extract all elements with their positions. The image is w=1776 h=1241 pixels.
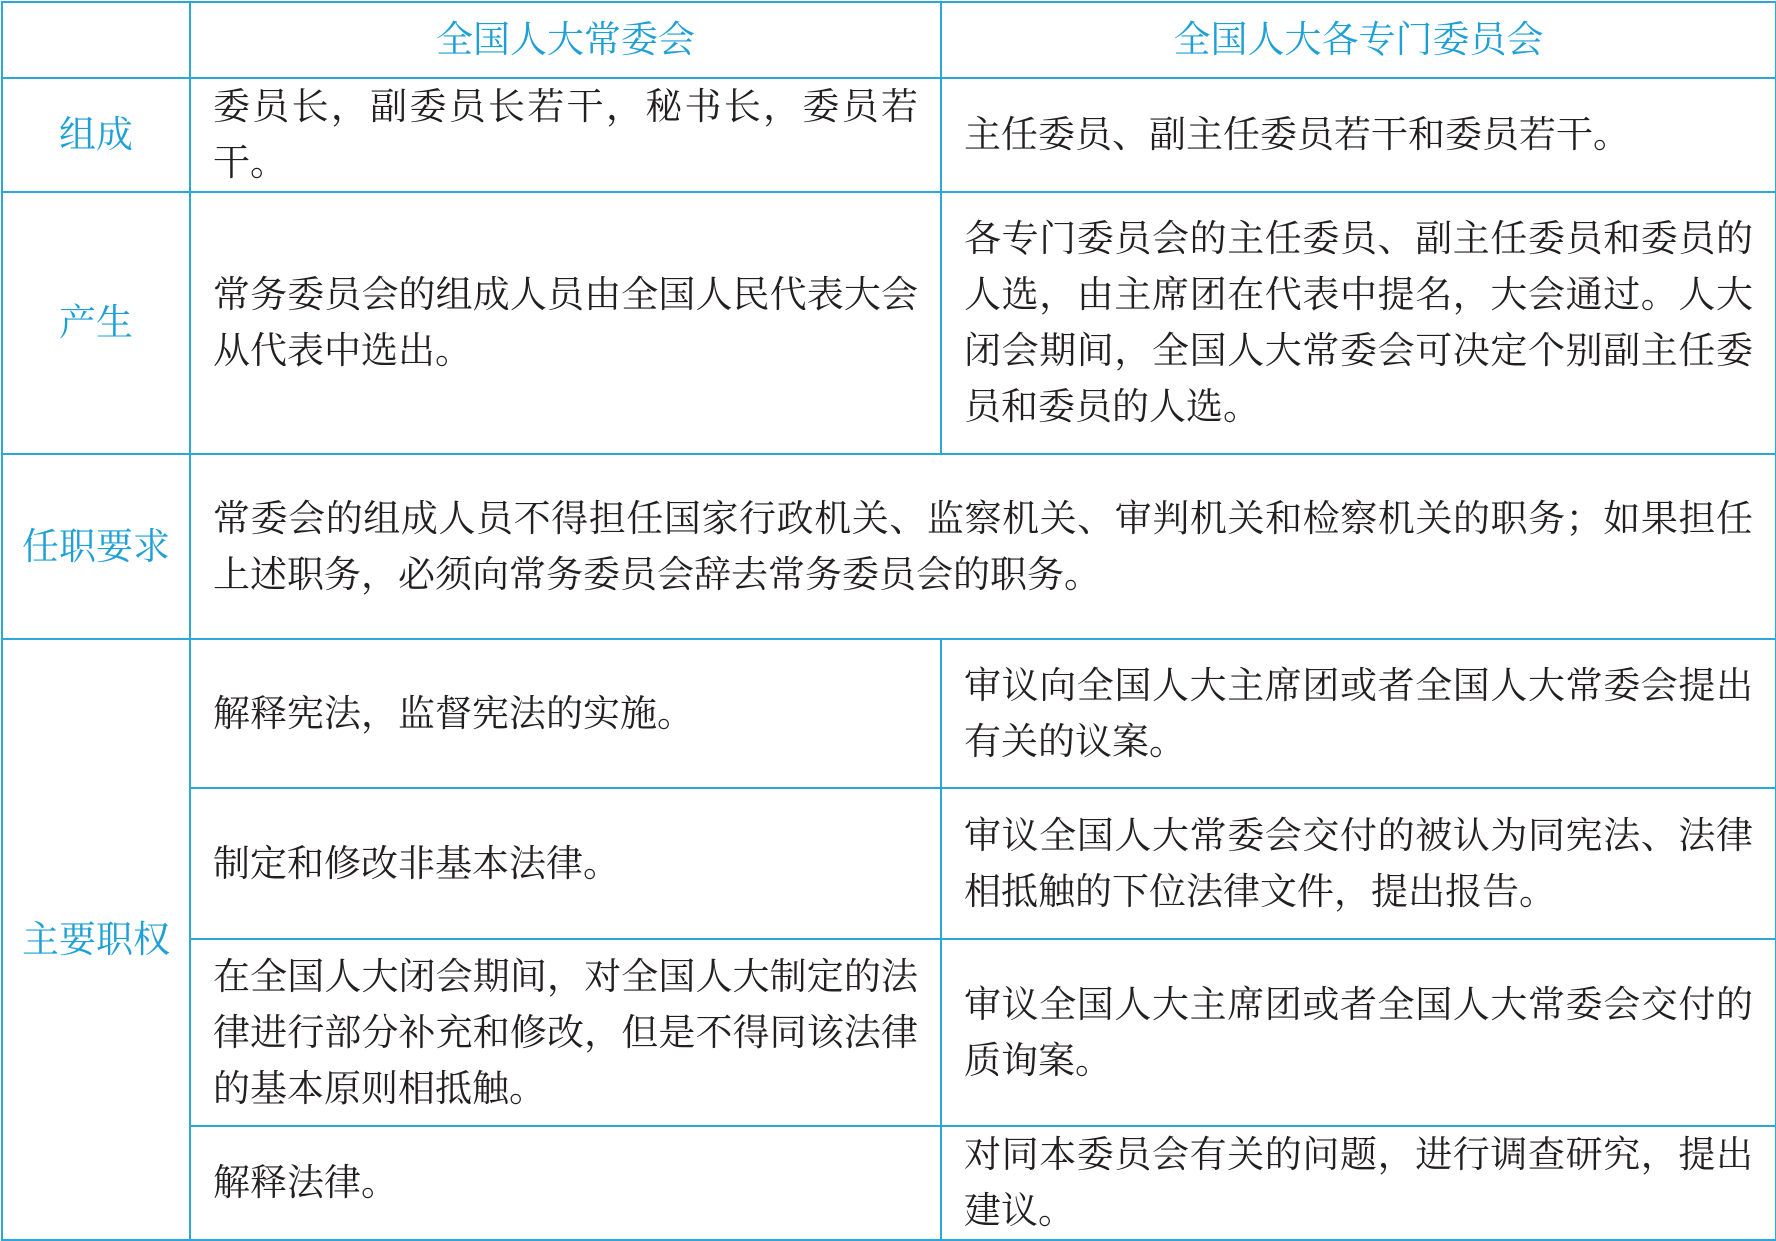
cell-power-special: 审议全国人大主席团或者全国人大常委会交付的质询案。	[941, 939, 1776, 1126]
table-row	[2, 939, 1776, 1126]
row-label-powers: 主要职权	[2, 639, 190, 1240]
corner-cell	[2, 2, 190, 78]
table-row	[2, 788, 1776, 939]
cell-formation-special: 各专门委员会的主任委员、副主任委员和委员的人选，由主席团在代表中提名，大会通过。人大闭会期间，全国人大常委会可决定个别副主任委员和委员的人选。	[941, 192, 1776, 454]
cell-power-standing: 解释法律。	[190, 1126, 941, 1240]
table-row	[2, 454, 1776, 639]
cell-power-special: 审议向全国人大主席团或者全国人大常委会提出有关的议案。	[941, 639, 1776, 788]
row-label-requirement: 任职要求	[2, 454, 190, 639]
cell-power-standing: 解释宪法，监督宪法的实施。	[190, 639, 941, 788]
header-standing-committee: 全国人大常委会	[190, 2, 941, 78]
table-row	[2, 639, 1776, 788]
cell-power-special: 对同本委员会有关的问题，进行调查研究，提出建议。	[941, 1126, 1776, 1240]
cell-composition-special: 主任委员、副主任委员若干和委员若干。	[941, 78, 1776, 192]
table-row	[2, 78, 1776, 192]
cell-requirement-text: 常委会的组成人员不得担任国家行政机关、监察机关、审判机关和检察机关的职务；如果担任上述职务，必须向常务委员会辞去常务委员会的职务。	[190, 454, 1776, 639]
row-label-composition: 组成	[2, 78, 190, 192]
row-label-formation: 产生	[2, 192, 190, 454]
table-row	[2, 192, 1776, 454]
comparison-table	[1, 1, 1776, 1241]
cell-power-special: 审议全国人大常委会交付的被认为同宪法、法律相抵触的下位法律文件，提出报告。	[941, 788, 1776, 939]
cell-power-standing: 制定和修改非基本法律。	[190, 788, 941, 939]
cell-power-standing: 在全国人大闭会期间，对全国人大制定的法律进行部分补充和修改，但是不得同该法律的基本原则相抵触。	[190, 939, 941, 1126]
cell-composition-standing: 委员长，副委员长若干，秘书长，委员若干。	[190, 78, 941, 192]
cell-formation-standing: 常务委员会的组成人员由全国人民代表大会从代表中选出。	[190, 192, 941, 454]
header-special-committees: 全国人大各专门委员会	[941, 2, 1776, 78]
table-row	[2, 1126, 1776, 1240]
header-row	[2, 2, 1776, 78]
